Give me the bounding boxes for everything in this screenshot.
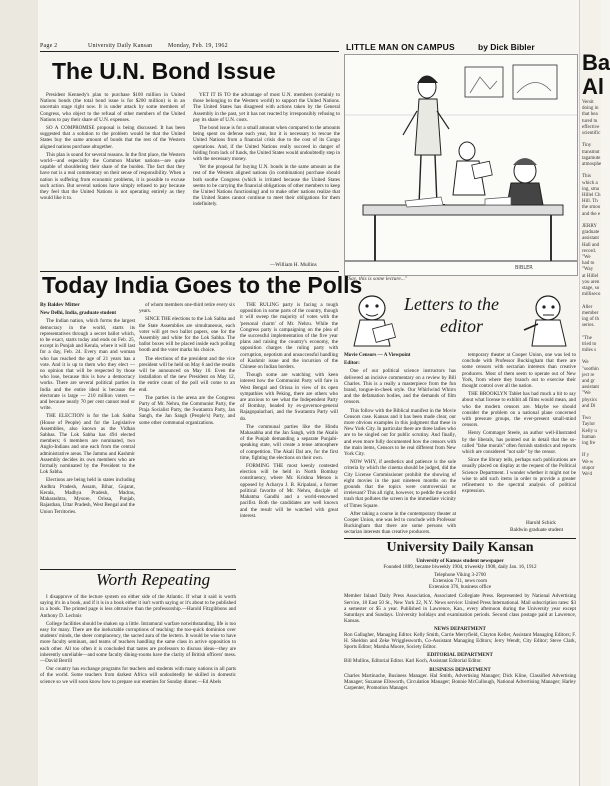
- bond-column-1: [40, 92, 185, 269]
- staff-phone: Extension 711, news room: [432, 578, 488, 585]
- adjacent-text-line: ject re: [582, 372, 595, 378]
- adjacent-text-line: graduate: [582, 230, 600, 236]
- adjacent-text-line: human: [582, 434, 596, 440]
- adjacent-text-line: Two: [582, 416, 591, 422]
- bond-paragraph: YET IT IS TO the advantage of most U.N. members (certainly to those belonging to the Western world) to support the United Nations. The United States has disagreed with actions taken by the General Assembly in the past, yet it has not reacted by irresponsibly refusing to pay its share of U.N. costs.: [193, 92, 340, 123]
- issue-date: Monday, Feb. 19, 1962: [168, 43, 228, 49]
- adjacent-text-line: and Di: [582, 403, 596, 409]
- adjacent-text-line: Tiny: [582, 143, 592, 149]
- letter-paragraph: Henry Commager Steele, an author well-illustrated by the liberals, has pointed out in detail that the so-called "false morals" often furnish statistics and reports which are considered "not safe" by the censor.: [462, 430, 576, 456]
- adjacent-text-line: miles s: [582, 348, 597, 353]
- adjacent-text-line: physics: [582, 397, 597, 403]
- adjacent-page-edge: [579, 0, 610, 786]
- india-paragraph: of whom members one-third retire every six years.: [139, 302, 235, 315]
- bond-paragraph: The bond issue is for a small amount when compared to the amounts being spent on defense each year, but it is necessary to rescue the United Nations from a financial crisis due to the cost of its Congo operations. And, if the United Nations really succeed in danger of folding from lack of funds, the United States would undoubtedly step in with the necessary money.: [193, 125, 340, 163]
- adjacent-text-line: atmosphe: [582, 162, 602, 167]
- adjacent-text-line: effective: [582, 124, 600, 130]
- bond-headline: The U.N. Bond Issue: [52, 58, 276, 84]
- bond-paragraph: SO A COMPROMISE proposal is being discussed. It has been suggested that a solution to the problem would be that the United States buy the same amount of bonds that the rest of the Western aligned nations purchase altogether.: [40, 125, 185, 150]
- staff-phone: Telephone Viking 3-2700: [434, 572, 486, 579]
- adjacent-text-line: milliseco: [582, 292, 601, 298]
- letters-header: [342, 290, 578, 348]
- letter-title: Movie Censors — A Viewpoint: [344, 352, 411, 358]
- india-column-2: [139, 302, 235, 567]
- editorial-staff: Bill Mullins, Editorial Editor. Karl Koch, Assistant Editorial Editor.: [344, 658, 482, 665]
- india-paragraph: Though some are watching with keen interest how the Communist Party will fare in West Bengal and Orissa in view of its open sympathies with Peking, there are others who are anxious to see what the Independent Party of Bombay, headed by ex-governor-general Rajagopalachari, and the Swatantra Party will do.: [240, 372, 338, 422]
- letters-column-1: [344, 352, 456, 536]
- adjacent-text-line: "The: [582, 335, 592, 341]
- letter-paragraph: This follow with the Biblical manifest in the Movie Censors case. Kansas and it has been made clear, our more obvious examples in this judgment that these in New York City. In particular there are three ladies who are to be singled out for public scrutiny. And finally, and even more fully documented how the censors with the main items, Censors to be real different from New York City.: [344, 407, 456, 458]
- adjacent-text-line: had to: [582, 261, 595, 267]
- india-paragraph: THE RULING party is facing a tough opposition in some parts of the country, though it will sweep the majority of votes with the 'personal charm' of Mr. Nehru. While the Congress party is campaigning on the plea of the successful implementation of the five year plans and raising the country's economy, the opposition charges the ruling party with corruption, nepotism and unsuccessful handling of Kashmir issue and the incursion of the Chinese on Indian borders.: [240, 302, 338, 371]
- quote-paragraph: College facilities should be shaken up a little. Intramural warfare notwithstanding, life is too easy for many. There are the ineluctable corruptions of teaching: the too-quick dominion over students' minds, the sheer complacency, the sacred aura of the lectern. It would be wise to have more faculty seminars, and teams of teachers handling the same class in active opposition to each other. All too often it is concluded that tastes are professors to discuss ideas—they are inherently unreliable—and some faculty dining-rooms have the clarity of British officers' mess.—David Berrill: [40, 620, 236, 665]
- quote-paragraph: Our country has exchange programs for teachers and students with many nations in all parts of the world. Some teachers from darkest Africa will undoubtedly be skilled in domestic science so we will soon know how to prepare our enemies for Sunday dinner.—Ed Abels: [40, 666, 236, 685]
- india-column-3: [240, 302, 338, 782]
- adjacent-text-line: which a: [582, 180, 598, 186]
- india-paragraph: The communal parties like the Hindu Mahasabha and the Jan Sangh, with the Akalis of the Punjab demanding a separate Punjabi-speaking state, will create a tense atmosphere of competition. The Akali Dal are, for the first time, fighting the elections on their own.: [240, 423, 338, 461]
- letter-writer-left-icon: [344, 290, 404, 348]
- adjacent-text-line: This: [582, 174, 591, 180]
- letter-signature-name: Harold Schick: [526, 520, 556, 526]
- bond-paragraph: This plan is sound for several reasons. In the first place, the Western world—and especially the Common Market nations—are quite capable of shouldering their share of the burden. The fact that they have not is a real commentary on their sense of responsibility. When a nation is suffering from economic problems, it is possible to excuse such action. But several nations have simply refused to pay because they feel that the United Nations is not operating entirely as they would like it to.: [40, 151, 185, 202]
- adjacent-text-line: ing, sma: [582, 186, 599, 192]
- adjacent-text-line: Hill. Th: [582, 199, 598, 205]
- adjacent-text-line: transmut: [582, 149, 600, 155]
- paper-name: University Daily Kansan: [88, 43, 153, 49]
- adjacent-text-line: you aren: [582, 279, 600, 285]
- bond-signature: —William H. Mullins: [270, 262, 317, 268]
- india-dateline: New Delhi, India, graduate student: [40, 310, 117, 317]
- adjacent-text-line: Hall and: [582, 242, 600, 248]
- adjacent-text-line: Aller: [582, 304, 593, 310]
- cartoon-artist: by Dick Bibler: [478, 42, 535, 52]
- adjacent-text-line: record.: [582, 248, 597, 254]
- adjacent-text-line: We w: [582, 459, 594, 465]
- letter-paragraph: One of our political science instructors has delivered an incisive commentary on a review by Bill Charles. This is a really a masterpiece from the fun brand, tongue-in-cheek style. Our Whirlwind Whirrs and the defamation bodies, and the demands of film censors.: [344, 368, 456, 406]
- bond-paragraph: President Kennedy's plan to purchase $100 million in United Nations bonds (the total bond issue is for $200 million) is in an uncertain stage right now. It is under attack by some members of Congress, who object to the refusal of other members of the United Nations to pay their share of U.N. expenses.: [40, 92, 185, 123]
- masthead-rule: [40, 51, 339, 52]
- adjacent-text-line: Hillel Ch: [582, 193, 601, 198]
- news-staff: Ron Gallagher, Managing Editor. Kelly Smith, Carrie Merryfield, Clayton Keller, Assistant Managing Editors; F. H. Sheldon and Zeke Wrigglesworth, Co-Assistant Managing Editors; Jerry Wendt, City Editor; Steve Clark, Sports Editor; Marsha Moore, Society Editor.: [344, 632, 576, 651]
- adjacent-text-line: member: [582, 310, 599, 316]
- india-column-1: [40, 302, 135, 567]
- adjacent-text-line: Versit: [582, 100, 594, 105]
- letter-paragraph: THE BROOKLYN Tablet has had much a bit to say about what license to exhibit all films would mean, and who the modern censors are. Maybe we should consider the problem on a national plane concerned with pressure groups, the ever-present small-mind censors.: [462, 391, 576, 429]
- adjacent-text-line: scientific: [582, 131, 601, 136]
- letter-writer-right-icon: [518, 290, 578, 348]
- adjacent-text-line: and gr: [582, 379, 595, 384]
- adjacent-text-line: that hea: [582, 112, 598, 118]
- bond-column-2: [193, 92, 340, 262]
- adjacent-text-line: If y: [582, 453, 590, 459]
- cartoon-title: LITTLE MAN ON CAMPUS: [346, 42, 455, 52]
- adjacent-text-line: ing of th: [582, 317, 599, 322]
- india-paragraph: The parties in the arena are the Congress Party of Mr. Nehru, the Communist Party, the Praja Socialist Party, the Swatantra Party, Jan Sangh, the Jan Sangh (People's) Party, and some other communal organizations.: [139, 394, 235, 426]
- adjacent-text-line: "Way: [582, 267, 594, 273]
- india-paragraph: FORMING THE most keenly contested election will be held in North Bombay constituency, where Mr. Krishna Menon is opposed by Acharya J. B. Kripalani, a former political favorite of Mr. Nehru, disciple of Mahatma Gandhi and a world-renowned pacifist. Both the candidates are well known and the result will be watched with great interest.: [240, 463, 338, 519]
- staff-phone: Extension 376, business office: [428, 584, 492, 591]
- quote-paragraph: I disapprove of the lecture system on either side of the Atlantic. If what it said is worth saying it's in a book, and if it is in a book either it isn't worth saying or it's about to be published in a book. The printed page is less obtrusive than the professorship.—Harold Fitzgibbons and Anthony D. Lechnis: [40, 594, 236, 619]
- staff-nameplate: University Daily Kansan: [386, 540, 534, 555]
- adjacent-text-line: tried to: [582, 341, 597, 347]
- section-rule: [344, 538, 576, 539]
- letters-headline-line1: Letters to the: [404, 294, 499, 314]
- adjacent-headline: Al: [582, 74, 604, 99]
- letter-salutation: Editor:: [344, 360, 360, 367]
- adjacent-text-line: the smoo: [582, 205, 601, 211]
- letter-paragraph: After taking a course in the contemporary theater at Cooper Union, one was led to conclude with Professor Buckingham that there are some persons with sectarian interests than creative producers.: [344, 510, 456, 536]
- adjacent-text-line: We'd: [582, 472, 592, 477]
- adjacent-text-line: ing fre: [582, 441, 596, 446]
- staff-body: Member Inland Daily Press Association, Associated Collegiate Press. Represented by National Advertising Service, 18 East 50 St., New York 22, N.Y. News service: United Press International. Mail subscription rates: $3 a semester or $5 a year. Published in Lawrence, Kan., every afternoon during the University year except Saturdays and Sundays. University holidays and examination periods. Second class postage paid at Lawrence, Kansas.: [344, 593, 576, 624]
- letters-headline-line2: editor: [440, 316, 483, 336]
- adjacent-text-line: series.: [582, 323, 595, 329]
- worth-repeating-headline: Worth Repeating: [96, 570, 211, 589]
- cartoon-illustration: [345, 55, 577, 275]
- india-paragraph: The elections of the president and the vice president will be held on May 6 and the results will be announced on May 10. Even the installation of the new President on May 12, the entire count of the poll will come to an end.: [139, 355, 235, 393]
- news-department-heading: NEWS DEPARTMENT: [434, 625, 486, 632]
- business-staff: Charles Martinache, Business Manager. Hal Smith, Advertising Manager; Dick Kline, Classified Advertising Manager; Suzanne Ellsworth, Circulation Manager; Bonnie McCullough, National Advertising Manager; Harley Carpenter, Promotion Manager.: [344, 672, 576, 691]
- page-gutter: [0, 0, 38, 786]
- adjacent-text-line: tured tu: [582, 118, 598, 124]
- business-department-heading: BUSINESS DEPARTMENT: [429, 666, 491, 673]
- worth-repeating-body: [40, 594, 236, 784]
- letter-paragraph: temporary theater at Cooper Union, one was led to conclude with Professor Buckingham that there are some censors with sectarian interests than creative producers. Most of them seem to operate out of New York, from where they branch out to exercise their thought control over all the nation.: [462, 352, 576, 390]
- india-headline: Today India Goes to the Polls: [42, 272, 363, 298]
- india-byline: By Baldev Mitter: [40, 302, 80, 308]
- page-number: Page 2: [40, 43, 58, 49]
- staff-box: [344, 558, 576, 691]
- adjacent-text-line: Kelly u: [582, 428, 597, 434]
- adjacent-text-line: JERRY: [582, 224, 598, 229]
- adjacent-text-line: Taylor: [582, 422, 595, 428]
- adjacent-text-line: "We: [582, 391, 591, 397]
- letter-paragraph: Since the library tells, perhaps such publications are usually placed on display at the request of the Political Science Department. I wonder whether it might not be wise to add such items in order to provide a greater refinement to the spectral analysis of political expression.: [462, 457, 576, 495]
- india-paragraph: THE ELECTION is for the Lok Sabha (House of People) and for the Legislative Assemblies, also known as the Vidhan Sabhas. The Lok Sabha has 494 elected members; 6 members are nominated, two Anglo-Indians and one each from the central administrative areas. The Jammu and Kashmir Assembly decides its own members who are formally nominated by the President to the Lok Sabha.: [40, 413, 135, 476]
- adjacent-text-line: We: [582, 360, 589, 366]
- adjacent-headline: Ba: [582, 50, 610, 75]
- adjacent-text-line: assistant: [582, 236, 599, 242]
- svg-text:BIBLER: BIBLER: [515, 265, 533, 271]
- cartoon-panel: [344, 54, 578, 276]
- adjacent-text-line: stupor: [582, 465, 595, 471]
- letter-signature-title: Baldwin graduate student: [510, 527, 564, 533]
- letter-paragraph: NOW WHY, if aesthetics and patience is the sole criteria by which the cinema should be judged, did the City License Commissioner prohibit the showing of eight movies in the past nineteen months on the grounds that the topics were controversial or irrelevant? This all right, however, to peddle the sordid trash that pollutes the screen in the immediate vicinity of Times Square.: [344, 459, 457, 509]
- india-paragraph: The Indian nation, which forms the largest democracy in the world, starts its representatives through a secret ballot which, to be exact, starts today and ends on Feb. 25, except in Punjab and Kerala, where it will last for a day, Feb. 24. Every man and woman who has reached the age of 21 years has a vote. And it is up to them who they elect — no opinion that will be respected by those who lose, because this is how a democracy works. There are several political parties in India and the entire ideal is because the electorate is large — 210 million voters — and because nearly 70 per cent cannot read or write.: [40, 318, 135, 412]
- india-paragraph: SINCE THE elections to the Lok Sabha and the State Assemblies are simultaneous, each voter will get two ballot papers, one for the Assembly and white for the Lok Sabha. The ballot boxes will be placed inside each polling booth and the voter marks his choice.: [139, 316, 235, 354]
- bond-paragraph: Yet the proposal for buying U.N. bonds in the same amount as the rest of the Western aligned nations (in combination) purchase should both soothe Congress (which is irritated because the United States seems to be carrying the financial obligations of other members to keep the United Nations functioning) and to make other nations realize that the United States cannot continue to meet their obligations for them indefinitely.: [193, 164, 340, 208]
- adjacent-text-line: tagamute: [582, 155, 601, 161]
- adjacent-text-line: assistant: [582, 385, 599, 391]
- letters-column-2: [462, 352, 576, 520]
- staff-tagline: University of Kansas student newspaper: [416, 558, 504, 564]
- cartoon-caption: "Say, this is some lecture...": [346, 276, 408, 282]
- adjacent-text-line: doing in: [582, 106, 599, 112]
- adjacent-text-line: and the e: [582, 211, 601, 217]
- staff-founded: Founded 1889, became biweekly 1904, triweekly 1908, daily Jan. 16, 1912: [383, 564, 537, 571]
- adjacent-text-line: "soothin: [582, 366, 599, 372]
- adjacent-text-line: "We: [582, 255, 591, 260]
- adjacent-text-line: at Hillel: [582, 273, 599, 279]
- adjacent-text-line: stage, so: [582, 286, 600, 291]
- india-paragraph: Elections are being held in states including Andhra Pradesh, Assam, Bihar, Gujarat, Kerala, Madhya Pradesh, Madras, Maharashtra, Mysore, Orissa, Punjab, Rajasthan, Uttar Pradesh, West Bengal and the Union Territories.: [40, 477, 135, 515]
- editorial-department-heading: EDITORIAL DEPARTMENT: [427, 652, 493, 659]
